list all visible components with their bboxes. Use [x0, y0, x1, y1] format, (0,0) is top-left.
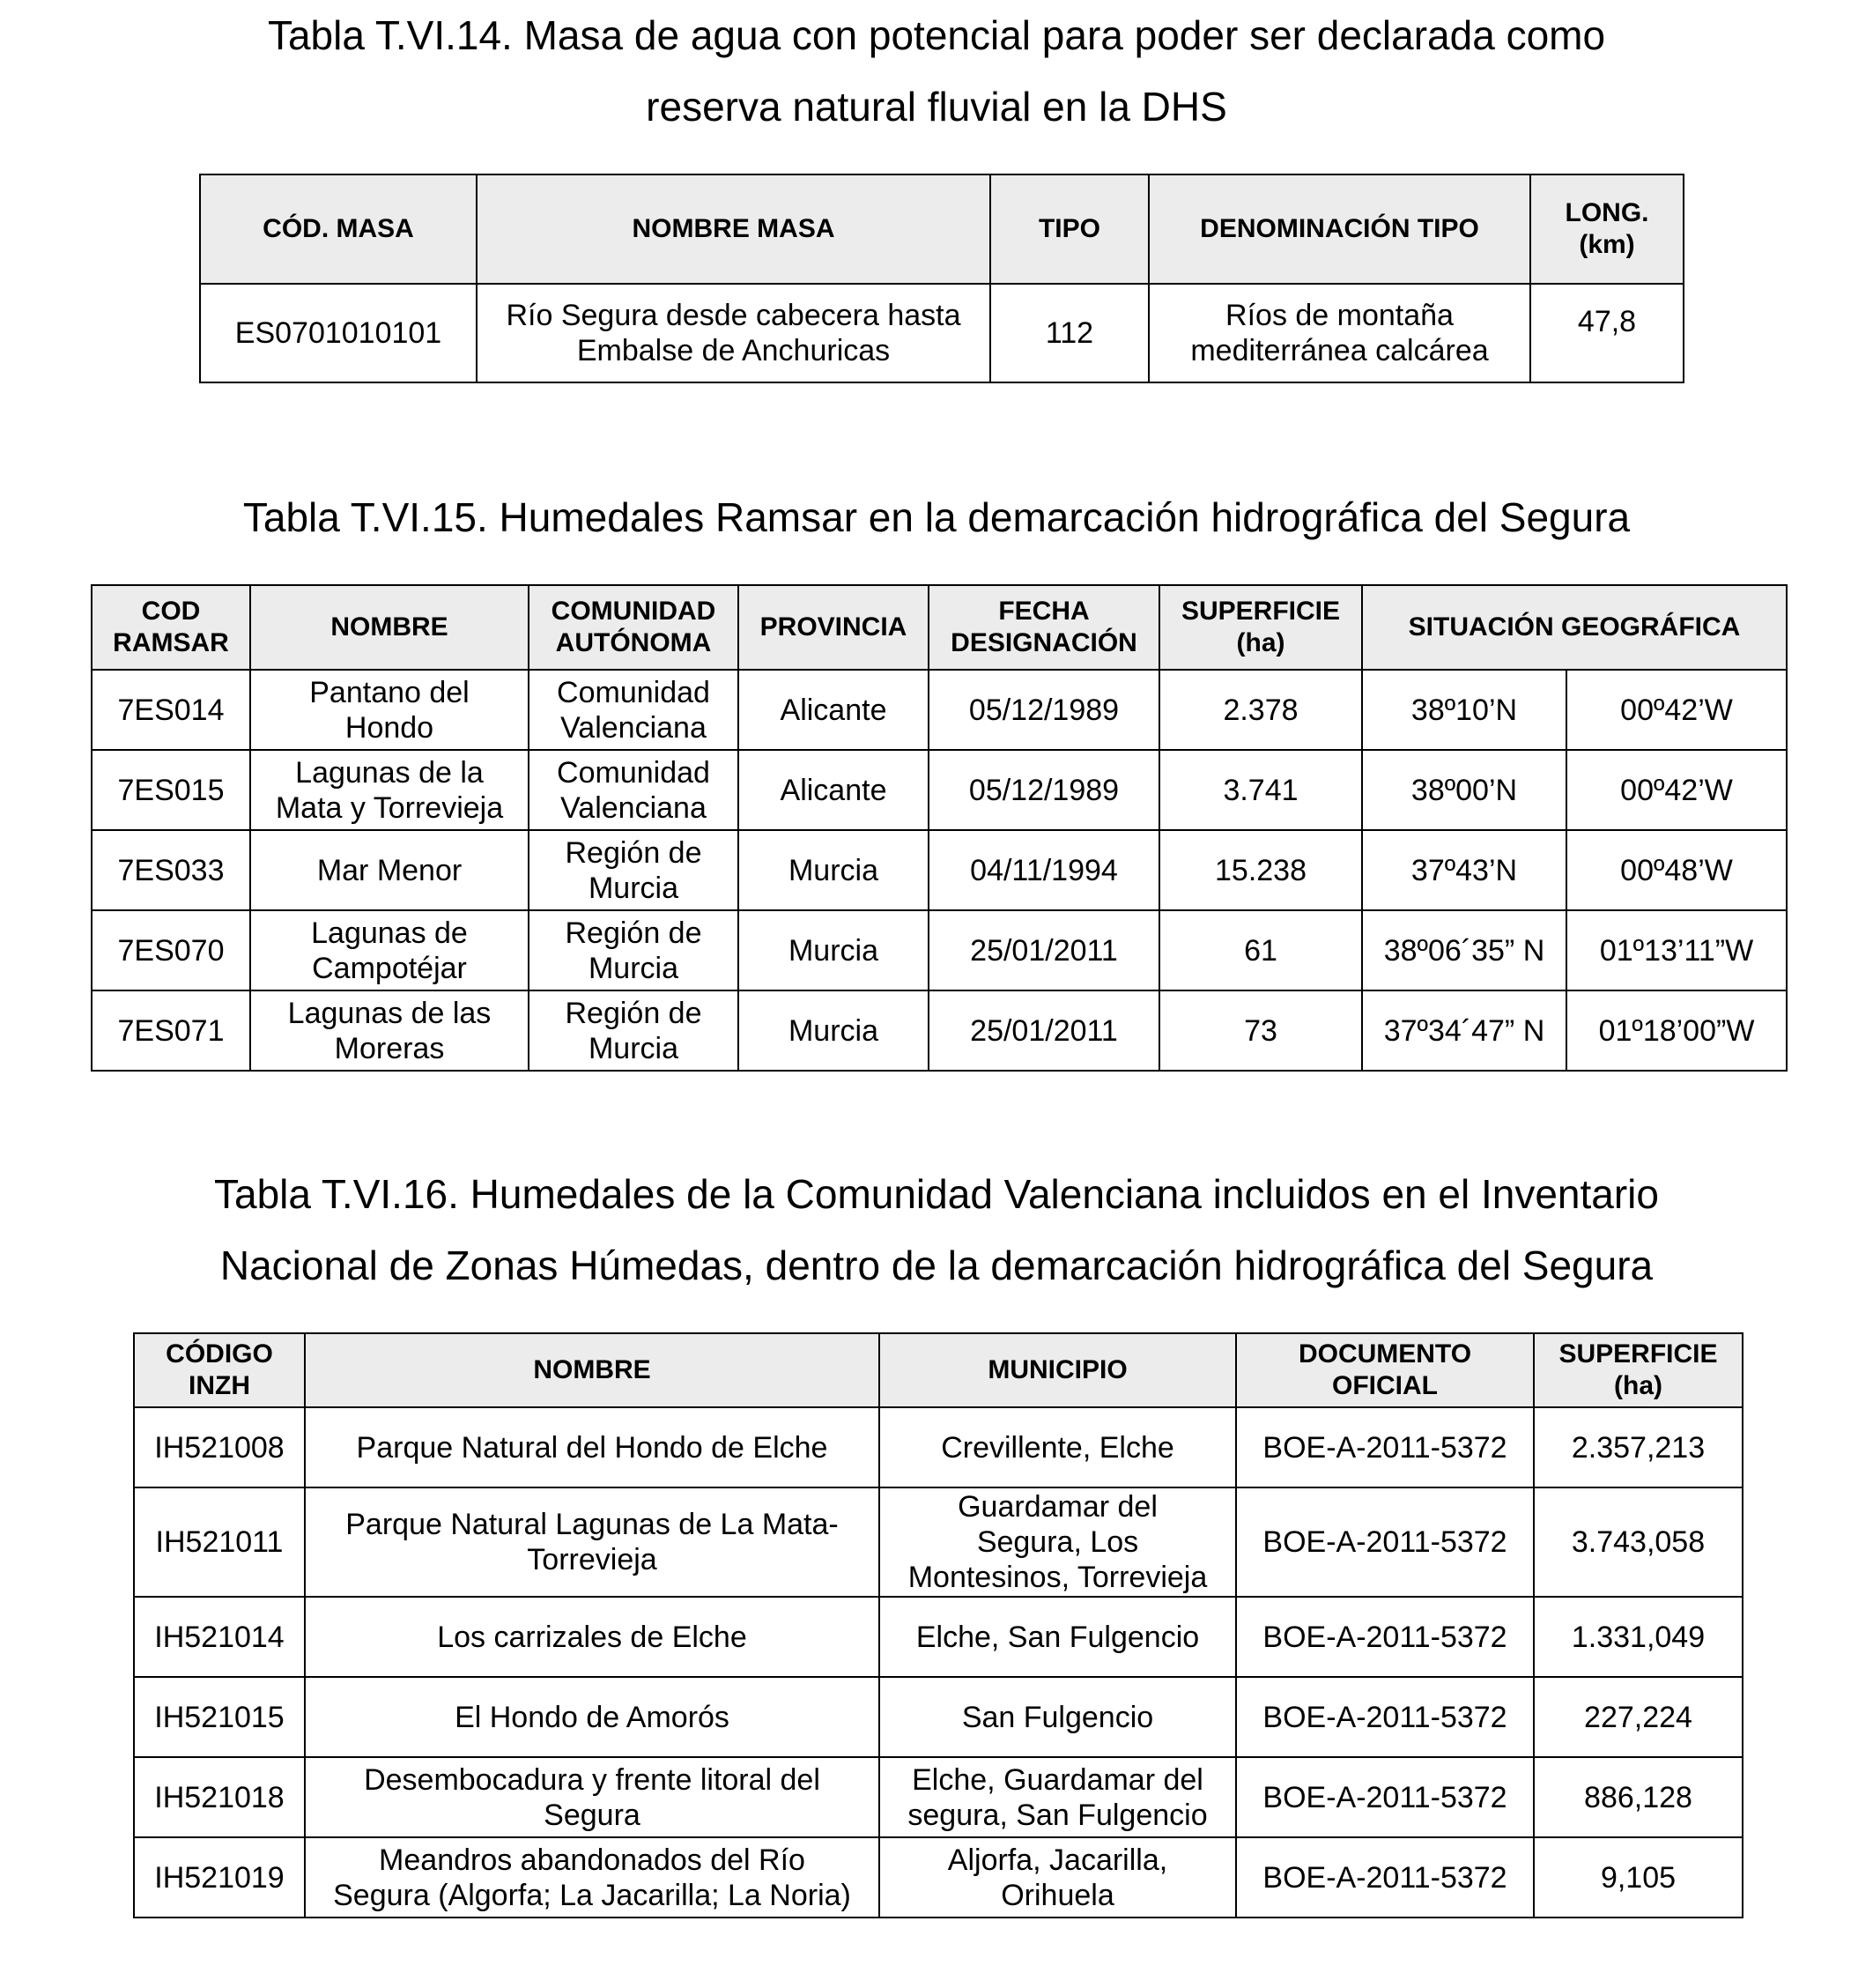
cell-cod: 7ES033	[92, 830, 250, 910]
cell-municipio	[879, 1407, 1236, 1487]
cell-comunidad	[529, 990, 738, 1071]
cell-municipio	[879, 1487, 1236, 1597]
header-line: SUPERFICIE	[1558, 1339, 1718, 1369]
col-header-cod-masa: CÓD. MASA	[200, 174, 477, 284]
cell-superficie: 886,128	[1534, 1757, 1743, 1837]
cell-nombre	[305, 1757, 879, 1837]
col-header-denominacion-tipo: DENOMINACIÓN TIPO	[1149, 174, 1530, 284]
cell-fecha: 05/12/1989	[929, 750, 1159, 830]
cell-comunidad	[529, 670, 738, 750]
cell-latitud: 38º10’N	[1362, 670, 1566, 750]
table-14	[199, 174, 1684, 383]
table-row	[134, 1757, 1743, 1837]
cell-longitud: 01º18’00”W	[1566, 990, 1787, 1071]
cell-documento: BOE-A-2011-5372	[1236, 1487, 1534, 1597]
cell-nombre	[305, 1677, 879, 1757]
cell-nombre	[305, 1487, 879, 1597]
col-header-longitud	[1530, 174, 1684, 284]
col-header-superficie	[1534, 1333, 1743, 1407]
header-line: OFICIAL	[1332, 1371, 1438, 1400]
table-header-row	[134, 1333, 1743, 1407]
cell-fecha: 25/01/2011	[929, 910, 1159, 990]
cell-cod: 7ES014	[92, 670, 250, 750]
cell-codigo: IH521018	[134, 1757, 305, 1837]
col-header-codigo-inzh	[134, 1333, 305, 1407]
cell-cod: 7ES015	[92, 750, 250, 830]
cell-line: Guardamar del	[958, 1490, 1158, 1524]
header-line: INZH	[189, 1371, 250, 1400]
table-header-row	[92, 585, 1787, 670]
cell-line: Crevillente, Elche	[941, 1430, 1174, 1465]
cell-superficie: 73	[1159, 990, 1362, 1071]
cell-municipio	[879, 1597, 1236, 1677]
cell-line: Aljorfa, Jacarilla,	[947, 1843, 1168, 1877]
cell-latitud: 37º34´47” N	[1362, 990, 1566, 1071]
cell-line: Montesinos, Torrevieja	[907, 1561, 1208, 1594]
cell-line: Parque Natural del Hondo de Elche	[356, 1430, 828, 1465]
col-header-longitud-line1: LONG.	[1565, 198, 1649, 227]
col-header-nombre-masa: NOMBRE MASA	[477, 174, 990, 284]
cell-fecha: 05/12/1989	[929, 670, 1159, 750]
header-line: DOCUMENTO	[1298, 1339, 1472, 1369]
col-header-cod-ramsar	[92, 585, 250, 670]
cell-nombre	[305, 1407, 879, 1487]
cell-line: El Hondo de Amorós	[455, 1700, 729, 1734]
table-15-caption: Tabla T.VI.15. Humedales Ramsar en la demarcación hidrográfica del Segura	[242, 494, 1631, 540]
cell-nombre	[250, 750, 529, 830]
cell-comunidad	[529, 910, 738, 990]
table-14-caption	[0, 0, 1873, 143]
table-row	[92, 670, 1787, 750]
cell-line: Orihuela	[1001, 1878, 1114, 1912]
cell-line: Segura (Algorfa; La Jacarilla; La Noria)	[333, 1878, 851, 1912]
cell-line: Región de	[565, 916, 702, 950]
table-16	[133, 1332, 1743, 1918]
cell-provincia: Murcia	[738, 830, 929, 910]
cell-line: Murcia	[588, 1031, 679, 1065]
table-row	[200, 284, 1684, 382]
cell-provincia: Alicante	[738, 750, 929, 830]
table-row	[134, 1407, 1743, 1487]
cell-line: Torrevieja	[527, 1543, 657, 1576]
table-row	[134, 1837, 1743, 1918]
col-header-provincia: PROVINCIA	[738, 585, 929, 670]
table-row	[92, 830, 1787, 910]
cell-line: Murcia	[588, 951, 679, 985]
cell-line: Comunidad	[557, 675, 710, 709]
cell-latitud: 37º43’N	[1362, 830, 1566, 910]
cell-comunidad	[529, 830, 738, 910]
col-header-nombre: NOMBRE	[305, 1333, 879, 1407]
cell-denominacion-tipo	[1149, 284, 1530, 382]
header-line: FECHA	[998, 597, 1090, 626]
cell-longitud: 47,8	[1530, 284, 1684, 382]
col-header-longitud-line2: (km)	[1579, 230, 1635, 259]
cell-codigo: IH521008	[134, 1407, 305, 1487]
cell-line: Valenciana	[560, 710, 707, 745]
cell-codigo: IH521019	[134, 1837, 305, 1918]
cell-longitud: 01º13’11”W	[1566, 910, 1787, 990]
cell-line: San Fulgencio	[961, 1700, 1154, 1734]
col-header-fecha	[929, 585, 1159, 670]
cell-line: Hondo	[344, 710, 434, 745]
cell-line: Desembocadura y frente litoral del	[364, 1762, 820, 1797]
cell-superficie: 3.743,058	[1534, 1487, 1743, 1597]
cell-codigo: IH521014	[134, 1597, 305, 1677]
cell-superficie: 1.331,049	[1534, 1597, 1743, 1677]
cell-municipio	[879, 1757, 1236, 1837]
header-line: RAMSAR	[113, 628, 229, 657]
header-line: COMUNIDAD	[551, 597, 716, 626]
col-header-situacion: SITUACIÓN GEOGRÁFICA	[1362, 585, 1787, 670]
header-line: CÓDIGO	[166, 1339, 273, 1369]
cell-nombre	[305, 1837, 879, 1918]
cell-superficie: 2.378	[1159, 670, 1362, 750]
table-row	[92, 990, 1787, 1071]
cell-line: Campotéjar	[312, 951, 467, 985]
cell-documento: BOE-A-2011-5372	[1236, 1677, 1534, 1757]
cell-fecha: 04/11/1994	[929, 830, 1159, 910]
col-header-nombre: NOMBRE	[250, 585, 529, 670]
cell-line: Parque Natural Lagunas de La Mata-	[345, 1508, 839, 1541]
col-header-superficie	[1159, 585, 1362, 670]
cell-superficie: 15.238	[1159, 830, 1362, 910]
cell-line: Embalse de Anchuricas	[576, 334, 891, 367]
cell-longitud: 00º42’W	[1566, 670, 1787, 750]
cell-line: Meandros abandonados del Río	[379, 1843, 805, 1877]
cell-comunidad	[529, 750, 738, 830]
col-header-comunidad	[529, 585, 738, 670]
cell-tipo: 112	[990, 284, 1149, 382]
cell-cod: 7ES071	[92, 990, 250, 1071]
table-row	[92, 750, 1787, 830]
cell-documento: BOE-A-2011-5372	[1236, 1597, 1534, 1677]
cell-fecha: 25/01/2011	[929, 990, 1159, 1071]
cell-superficie: 61	[1159, 910, 1362, 990]
cell-line: Valenciana	[560, 790, 707, 825]
cell-line: Comunidad	[557, 755, 710, 790]
cell-line: Lagunas de la	[295, 755, 484, 790]
col-header-documento	[1236, 1333, 1534, 1407]
cell-superficie: 9,105	[1534, 1837, 1743, 1918]
cell-line: Región de	[565, 835, 702, 870]
table-14-caption-line2: reserva natural fluvial en la DHS	[646, 84, 1227, 130]
cell-documento: BOE-A-2011-5372	[1236, 1837, 1534, 1918]
cell-superficie: 2.357,213	[1534, 1407, 1743, 1487]
header-line: (ha)	[1236, 628, 1285, 657]
cell-latitud: 38º00’N	[1362, 750, 1566, 830]
cell-provincia: Murcia	[738, 910, 929, 990]
cell-line: mediterránea calcárea	[1190, 334, 1489, 367]
table-15	[91, 584, 1788, 1072]
cell-line: Río Segura desde cabecera hasta	[506, 299, 961, 332]
cell-line: Elche, Guardamar del	[912, 1762, 1203, 1797]
cell-codigo: IH521015	[134, 1677, 305, 1757]
cell-superficie: 227,224	[1534, 1677, 1743, 1757]
cell-line: Moreras	[334, 1031, 445, 1065]
cell-nombre	[250, 830, 529, 910]
cell-documento: BOE-A-2011-5372	[1236, 1407, 1534, 1487]
header-line: SUPERFICIE	[1181, 597, 1341, 626]
header-line: (ha)	[1614, 1371, 1662, 1400]
table-16-caption	[0, 1159, 1873, 1302]
cell-latitud: 38º06´35” N	[1362, 910, 1566, 990]
cell-municipio	[879, 1837, 1236, 1918]
header-line: DESIGNACIÓN	[951, 628, 1137, 657]
table-14-caption-line1: Tabla T.VI.14. Masa de agua con potencial para poder ser declarada como	[267, 12, 1606, 58]
cell-line: Pantano del	[309, 675, 470, 709]
table-header-row	[200, 174, 1684, 284]
table-16-caption-line1: Tabla T.VI.16. Humedales de la Comunidad Valenciana incluidos en el Inventario	[214, 1171, 1659, 1217]
col-header-municipio: MUNICIPIO	[879, 1333, 1236, 1407]
cell-line: Segura	[544, 1798, 640, 1832]
cell-municipio	[879, 1677, 1236, 1757]
cell-line: Elche, San Fulgencio	[915, 1620, 1200, 1654]
cell-codigo: IH521011	[134, 1487, 305, 1597]
cell-cod-masa: ES0701010101	[200, 284, 477, 382]
cell-cod: 7ES070	[92, 910, 250, 990]
cell-nombre	[250, 910, 529, 990]
cell-line: segura, San Fulgencio	[907, 1798, 1208, 1832]
cell-provincia: Alicante	[738, 670, 929, 750]
cell-line: Región de	[565, 996, 702, 1030]
cell-line: Lagunas de	[311, 916, 468, 950]
table-row	[134, 1487, 1743, 1597]
col-header-tipo: TIPO	[990, 174, 1149, 284]
cell-line: Murcia	[588, 871, 679, 905]
cell-longitud: 00º48’W	[1566, 830, 1787, 910]
cell-provincia: Murcia	[738, 990, 929, 1071]
cell-nombre	[305, 1597, 879, 1677]
cell-longitud: 00º42’W	[1566, 750, 1787, 830]
cell-line: Segura, Los	[976, 1525, 1139, 1559]
cell-line: Mata y Torrevieja	[275, 790, 504, 825]
cell-documento: BOE-A-2011-5372	[1236, 1757, 1534, 1837]
table-row	[134, 1597, 1743, 1677]
cell-line: Ríos de montaña	[1225, 299, 1454, 332]
cell-line: Mar Menor	[316, 853, 463, 887]
header-line: AUTÓNOMA	[555, 628, 712, 657]
cell-nombre	[250, 990, 529, 1071]
cell-superficie: 3.741	[1159, 750, 1362, 830]
table-row	[134, 1677, 1743, 1757]
table-16-caption-line2: Nacional de Zonas Húmedas, dentro de la demarcación hidrográfica del Segura	[219, 1242, 1654, 1288]
cell-line: Lagunas de las	[287, 996, 492, 1030]
header-line: COD	[141, 597, 201, 626]
table-row	[92, 910, 1787, 990]
cell-nombre-masa	[477, 284, 990, 382]
cell-nombre	[250, 670, 529, 750]
cell-line: Los carrizales de Elche	[437, 1620, 747, 1654]
